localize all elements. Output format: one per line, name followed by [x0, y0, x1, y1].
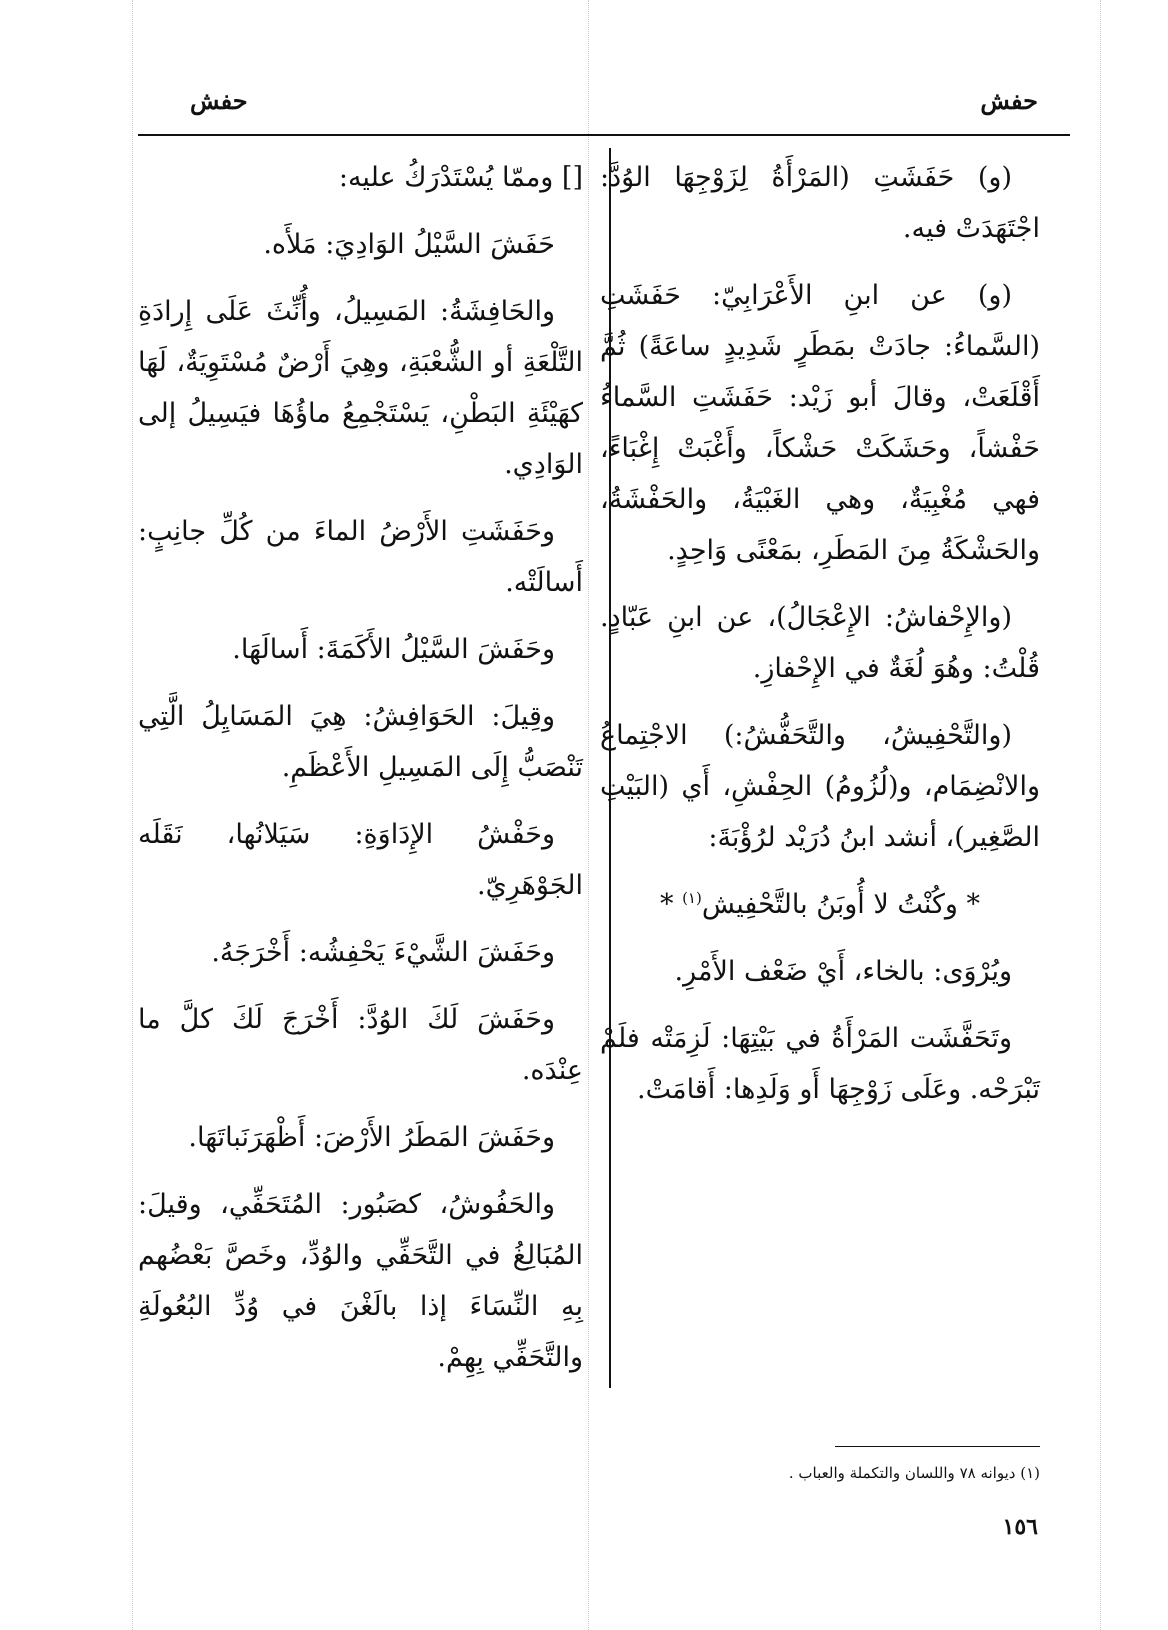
entry-paragraph: (و) حَفَشَتِ (المَرْأَةُ لِزَوْجِهَا الوُدَّ: اجْتَهَدَتْ فيه. [600, 162, 1040, 244]
entry-paragraph: وحَفَشَ السَّيْلُ الأَكَمَةَ: أَسالَهَا. [232, 634, 555, 665]
verse-line [600, 879, 1040, 930]
footnote-rule [835, 1446, 1040, 1447]
header-right-word: حفش [980, 86, 1038, 115]
right-column [600, 152, 1040, 1131]
header-left-word: حفش [190, 86, 248, 115]
entry-paragraph: وحَفَشَ الشَّيْءَ يَحْفِشُه: أَخْرَجَهُ. [211, 937, 555, 968]
entry-paragraph: وحَفَشَ المَطَرُ الأَرْضَ: أَظْهَرَنَباتَهَا. [188, 1122, 555, 1153]
entry-paragraph: وتَحَفَّشَت المَرْأَةُ في بَيْتِهَا: لَزِمَتْه فلَمْ تَبْرَحْه. وعَلَى زَوْجِهَا أَو وَلَدِها: أَقامَتْ. [600, 1023, 1040, 1105]
scan-guide-line [132, 0, 133, 1630]
entry-paragraph: وحَفْشُ الإِدَاوَةِ: سَيَلانُها، نَقَلَه الجَوْهَرِيّ. [138, 819, 583, 901]
entry-paragraph: وحَفَشَ لَكَ الوُدَّ: أَخْرَجَ لَكَ كلَّ ما عِنْدَه. [138, 1004, 583, 1086]
entry-paragraph: وحَفَشَتِ الأَرْضُ الماءَ من كُلِّ جانِبٍ: أَسالَتْه. [138, 516, 583, 598]
entry-paragraph: وقِيلَ: الحَوَافِشُ: هِيَ المَسَايِلُ الَّتِي تَنْصَبُّ إِلَى المَسِيلِ الأَعْظَمِ. [138, 701, 583, 783]
entry-paragraph: ويُرْوَى: بالخاء، أَيْ ضَعْف الأَمْرِ. [674, 956, 1012, 987]
verse-text: * وكُنْتُ لا أُوبَنُ بالتَّحْفِيش [701, 889, 981, 920]
verse-end-mark: * [659, 889, 683, 920]
left-column [138, 152, 583, 1399]
scan-guide-line [588, 0, 589, 1630]
page-number: ١٥٦ [1002, 1514, 1038, 1540]
section-heading: [] وممّا يُسْتَدْرَكُ عليه: [338, 162, 583, 193]
entry-paragraph: (والتَّحْفِيشُ، والتَّحَفُّشُ:) الاجْتِماعُ والانْضِمَام، و(لُزُومُ) الحِفْشِ، أَي (البَيْتِ الصَّغِير)، أنشد ابنُ دُرَيْد لرُؤْبَةَ: [600, 720, 1040, 853]
footnote-marker: (١) [682, 889, 702, 907]
entry-paragraph: والحَافِشَةُ: المَسِيلُ، وأُنِّثَ عَلَى إِرادَةِ التَّلْعَةِ أو الشُّعْبَةِ، وهِيَ أَرْضٌ مُسْتَوِيَةٌ، لَهَا كهَيْئَةِ البَطْنِ، يَسْتَجْمِعُ ماؤُهَا فيَسِيلُ إلى الوَادِي. [138, 296, 583, 480]
header-rule [138, 134, 1070, 136]
entry-paragraph: (والإِحْفاشُ: الإِعْجَالُ)، عن ابنِ عَبّادٍ. قُلْتُ: وهُوَ لُغَةٌ في الإِحْفازِ. [600, 602, 1040, 684]
scan-guide-line [1100, 0, 1101, 1630]
entry-paragraph: (و) عن ابنِ الأَعْرَابِيّ: حَفَشَتِ (السَّماءُ: جادَتْ بمَطَرٍ شَدِيدٍ ساعَةً) ثُمَّ أَقْلَعَتْ، وقالَ أبو زَيْد: حَفَشَتِ السَّماءُ حَفْشاً، وحَشَكَتْ حَشْكاً، وأَغْبَتْ إِغْبَاءً، فهي مُغْبِيَةٌ، وهي الغَبْيَةُ، والحَفْشَةُ، والحَشْكَةُ مِنَ المَطَرِ، بمَعْنًى وَاحِدٍ. [600, 280, 1040, 566]
entry-paragraph: حَفَشَ السَّيْلُ الوَادِيَ: مَلأَه. [263, 229, 555, 260]
footnote: (١) ديوانه ٧٨ واللسان والتكملة والعباب . [788, 1464, 1040, 1482]
entry-paragraph: والحَفُوشُ، كصَبُور: المُتَحَفِّي، وقيلَ: المُبَالِغُ في التَّحَفِّي والوُدِّ، وخَصَّ بَعْضُهم بِهِ النِّسَاءَ إذا بالَغْنَ في وُدِّ البُعُولَةِ والتَّحَفِّي بِهِمْ. [138, 1189, 583, 1373]
